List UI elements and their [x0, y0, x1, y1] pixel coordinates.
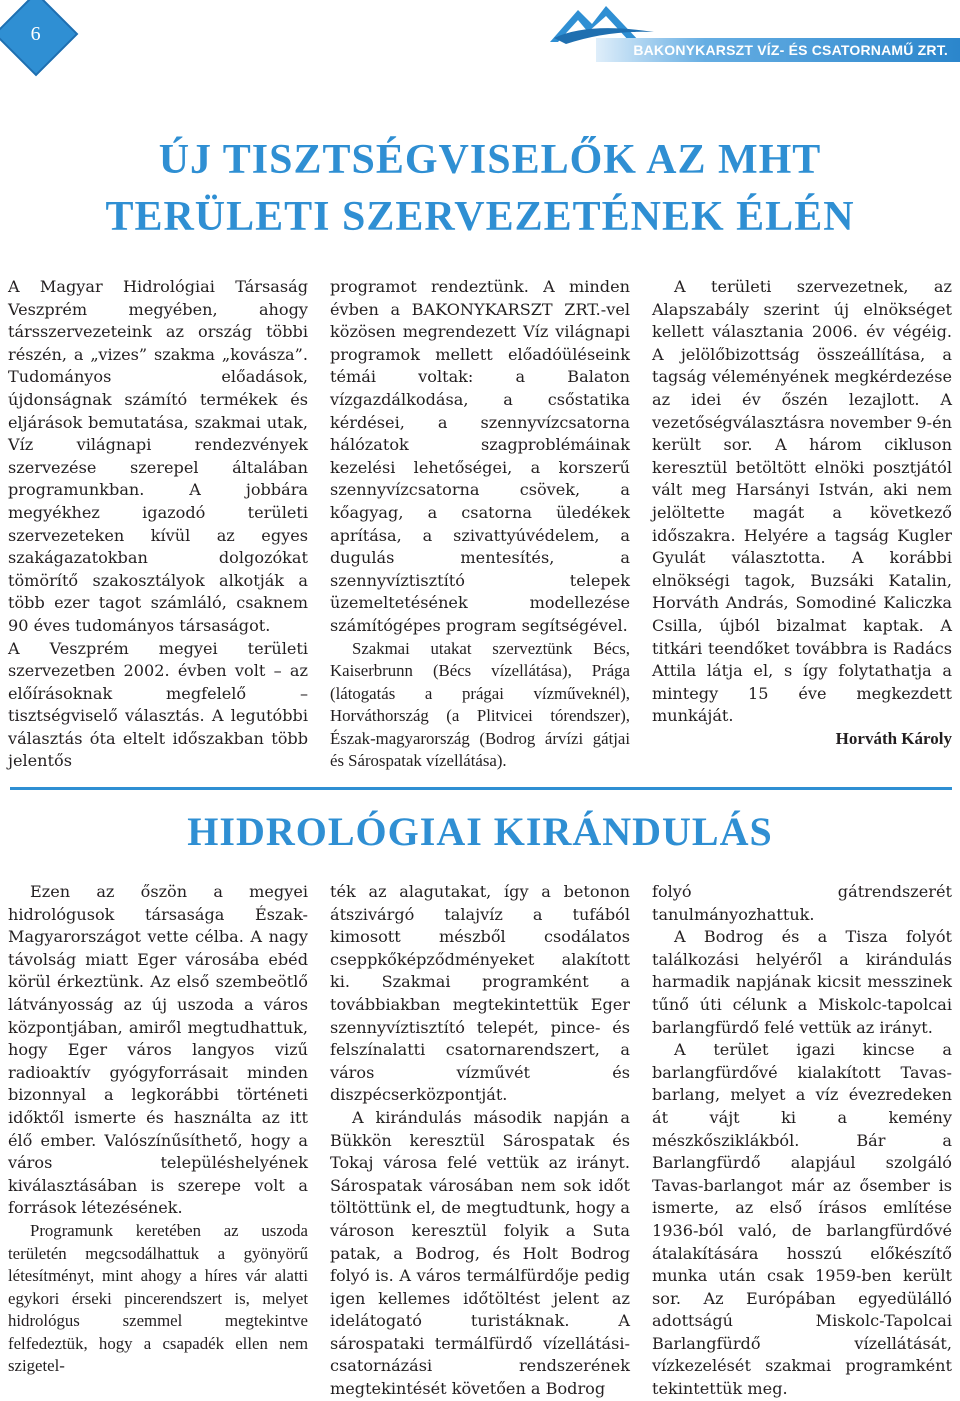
page-number: 6	[31, 22, 41, 45]
paragraph: Szakmai utakat szerveztünk Bécs, Kaiserbrunn (Bécs vízellátása), Prága (látogatás a prágai vízműveknél), Horváthország (a Plitvicei tórendszer), Észak-magyarország (Bodrog árvízi gátjai és Sárospatak vízellátása).	[330, 638, 630, 771]
article2-column-1	[8, 881, 308, 1378]
article2-title: HIDROLÓGIAI KIRÁNDULÁS	[187, 809, 773, 854]
brand-name: BAKONYKARSZT VÍZ- ÉS CSATORNAMŰ ZRT.	[633, 42, 948, 58]
paragraph: A Bodrog és a Tisza folyót találkozási helyéről a kirándulás harmadik napjának kicsit messzinek tűnő úti célunk a Miskolc-tapolcai barlangfürdő felé vettük az irányt.	[652, 927, 952, 1037]
section-divider	[10, 787, 952, 790]
page-number-badge	[0, 0, 78, 76]
author-signature: Horváth Károly	[835, 728, 952, 748]
page-header	[0, 0, 960, 64]
paragraph: ték az alagutakat, így a betonon átszivárgó talajvíz a tufából kimosott mészből csodálatos cseppkőképződményeket alakított ki. Szakmai programként a továbbiakban megtekintettük Eger szennyvíztisztító telepét, pince- és felszínalatti csatornarendszert, a város vízművét és diszpécserközpontját.	[330, 882, 630, 1105]
brand-bar	[596, 38, 960, 62]
paragraph: folyó gátrendszerét tanulmányozhattuk.	[652, 882, 952, 924]
article2-column-2	[330, 881, 630, 1401]
paragraph: A területi szervezetnek, az Alapszabály szerint új elnökséget kellett választania 2006. év végéig. A jelölőbizottság összeállítása, a tagság véleményének megkérdezése az idei év őszén lezajlott. A vezetőségválasztásra november 9-én került sor. A három cikluson keresztül betöltött elnöki posztjától vált meg Harsányi István, aki nem jelöltette magát a következő időszakra. Helyére a tagság Kugler Gyulát választotta. A korábbi elnökségi tagok, Buzsáki Katalin, Horváth András, Somodiné Kaliczka Csilla, újból bizalmat kaptak. A titkári teendőket továbbra is Radács Attila látja el, s így folytathatja a mintegy 15 éve megkezdett munkáját.	[652, 277, 952, 726]
paragraph: A kirándulás második napján a Bükkön keresztül Sárospatak és Tokaj városa felé vettük az irányt. Sárospatak városában nem sok időt töltöttünk el, de megtudtunk, hogy a városon keresztül folyik a Suta patak, a Bodrog, és Holt Bodrog folyó is. A város termálfürdője pedig igen kellemes időtöltést jelent az idelátogató turistáknak. A sárospataki termálfürdő vízellátási- csatornázási rendszerének megtekintését követően a Bodrog	[330, 1107, 630, 1399]
paragraph: Programunk keretében az uszoda területén megcsodálhattuk a gyönyörű létesítményt, mint ahogy a híres vár alatti egykori érseki pincerendszert is, melyet hidrológus szemmel megtekintve felfedeztük, hogy a csapadék ellen nem szigetel-	[8, 1220, 308, 1376]
article-title-line2: TERÜLETI SZERVEZETÉNEK ÉLÉN	[105, 194, 855, 240]
article-title-line1: ÚJ TISZTSÉGVISELŐK AZ MHT	[158, 137, 822, 183]
article1-column-1	[8, 276, 308, 773]
paragraph: A terület igazi kincse a barlangfürdővé kialakított Tavas-barlang, melyet a víz évezredeken át vájt ki a kemény mészkősziklákból. Bár a Barlangfürdő alapjául szolgáló Tavas-barlangot már az ősember is ismerte, az első írásos említése 1936-ból való, de barlangfürdővé átalakítására hosszú előkészítő munka után csak 1959-ben került sor. Az Európában egyedülálló adottságú Miskolc-Tapolcai Barlangfürdő vízellátását, vízkezelését szakmai programként tekintettük meg.	[652, 1040, 952, 1399]
paragraph: Ezen az őszön a megyei hidrológusok társasága Észak-Magyarországot vette célba. A nagy távolság miatt Eger városába ebéd körül érkeztünk. Az első szembeötlő látványosság az új uszoda a város központjában, amiről megtudhattuk, hogy Eger város langyos vizű radioaktív gyógyforrásait minden bizonnyal a legkorábbi történeti időktől ismerte és használta az itt élő ember. Valószínűsíthető, hogy a város településhelyének kiválasztásában is szerepe volt a források létezésének.	[8, 882, 308, 1218]
article1-column-2	[330, 276, 630, 773]
paragraph: A Veszprém megyei területi szervezetben 2002. évben volt – az előírásoknak megfelelő – tisztségviselő választás. A legutóbbi választás óta eltelt időszakban több jelentős	[8, 638, 308, 771]
article1-column-3	[652, 276, 952, 750]
paragraph: A Magyar Hidrológiai Társaság Veszprém megyében, ahogy társszervezeteink az ország többi részén, a „vizes” szakma „kovásza”. Tudományos előadások, újdonságnak számító termékek és eljárások bemutatása, szakmai utak, Víz világnapi rendezvények szervezése szerepel általában programunkban. A jobbára megyékhez igazodó területi szervezeteken kívül az egyes szakágazatokban dolgozókat tömörítő szakosztályok alkotják a több ezer tagot számláló, csaknem 90 éves tudományos társaságot.	[8, 277, 308, 635]
article2-column-3	[652, 881, 952, 1401]
paragraph: programot rendeztünk. A minden évben a BAKONYKARSZT ZRT.-vel közösen megrendezett Víz világnapi programok mellett előadóüléseink témái voltak: a Balaton vízgazdálkodása, a csőstatika kérdései, a szennyvízcsatorna hálózatok szagproblémáinak kezelési lehetőségei, a korszerű szennyvízcsatorna csövek, a kőagyag, a csatorna üledékek aprítása, a szivattyúvédelem, a dugulás mentesítés, a szennyvíztisztító telepek üzemeltetésének modellezése számítógépes program segítségével.	[330, 277, 630, 635]
